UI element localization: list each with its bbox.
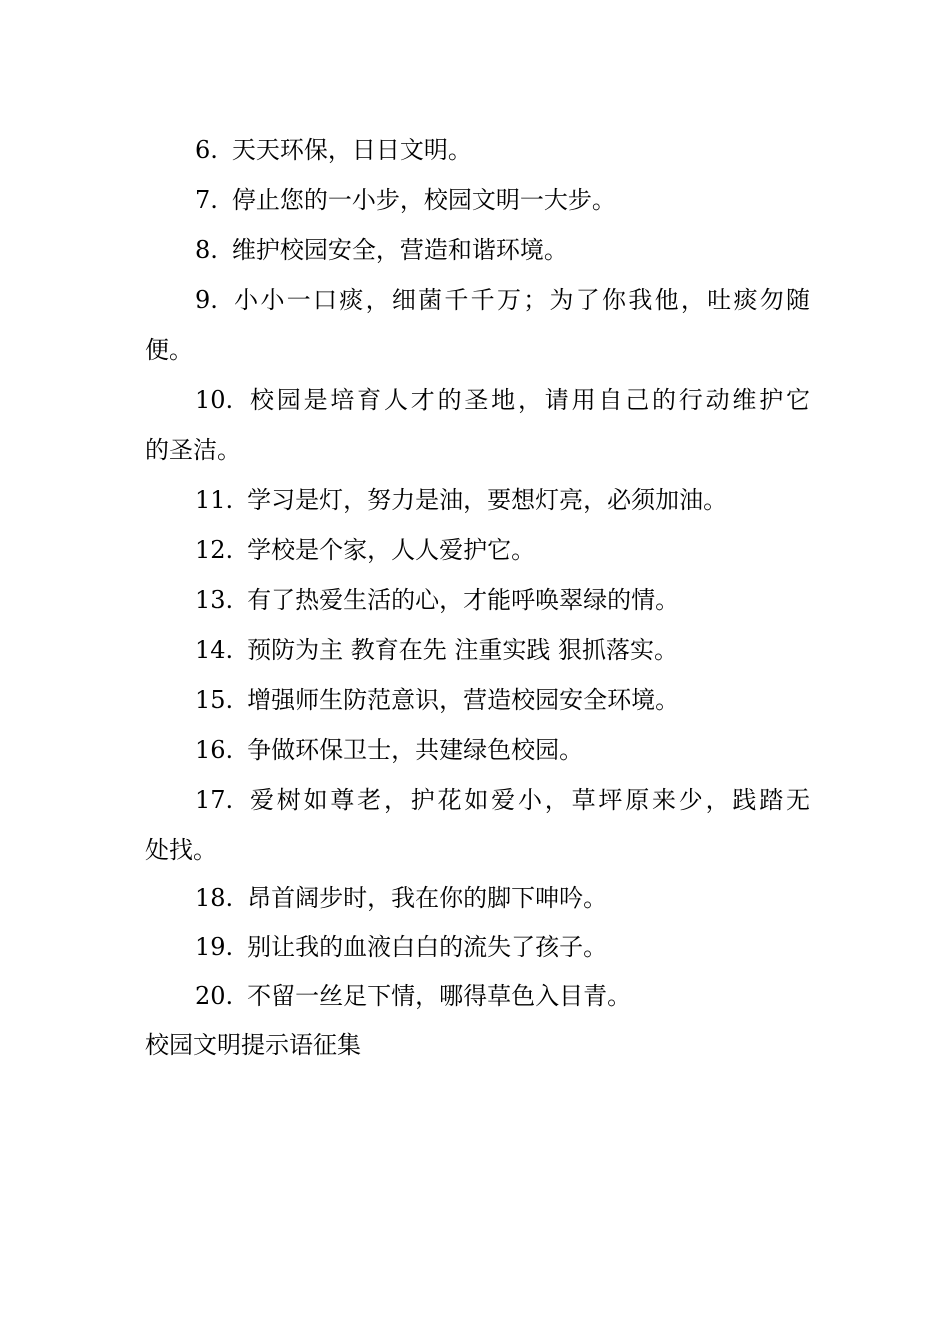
list-item <box>145 775 810 875</box>
item-number: 10. <box>195 386 234 414</box>
item-text: 小小一口痰，细菌千千万；为了你我他，吐痰勿随 <box>231 286 810 314</box>
list-item <box>145 625 810 675</box>
item-text: 增强师生防范意识，营造校园安全环境。 <box>247 686 680 714</box>
list-item <box>145 375 810 475</box>
item-text: 争做环保卫士，共建绿色校园。 <box>247 736 584 764</box>
list-item <box>145 275 810 375</box>
item-text: 学校是个家，人人爱护它。 <box>247 536 536 564</box>
item-number: 14. <box>195 636 234 664</box>
item-text: 维护校园安全，营造和谐环境。 <box>231 236 568 264</box>
item-number: 8. <box>195 236 218 264</box>
list-item <box>145 225 810 275</box>
item-text: 昂首阔步时，我在你的脚下呻吟。 <box>247 884 608 912</box>
item-number: 7. <box>195 186 218 214</box>
item-number: 6. <box>195 136 218 164</box>
item-text: 有了热爱生活的心，才能呼唤翠绿的情。 <box>247 586 680 614</box>
item-number: 18. <box>195 884 234 912</box>
item-number: 20. <box>195 982 234 1010</box>
list-item <box>145 575 810 625</box>
item-text: 天天环保，日日文明。 <box>231 136 472 164</box>
item-number: 19. <box>195 933 234 961</box>
item-number: 12. <box>195 536 234 564</box>
item-text-continued: 处找。 <box>145 836 217 864</box>
item-text: 校园是培育人才的圣地，请用自己的行动维护它 <box>247 386 810 414</box>
list-item <box>145 125 810 175</box>
item-number: 15. <box>195 686 234 714</box>
item-text-continued: 的圣洁。 <box>145 436 241 464</box>
item-text: 别让我的血液白白的流失了孩子。 <box>247 933 608 961</box>
item-number: 16. <box>195 736 234 764</box>
list-item <box>145 971 810 1021</box>
list-item <box>145 475 810 525</box>
list-item <box>145 922 810 972</box>
item-text: 学习是灯，努力是油，要想灯亮，必须加油。 <box>247 486 728 514</box>
item-number: 9. <box>195 286 218 314</box>
item-text: 爱树如尊老，护花如爱小，草坪原来少，践踏无 <box>247 786 810 814</box>
section-title: 校园文明提示语征集 <box>145 1031 361 1059</box>
item-text: 不留一丝足下情，哪得草色入目青。 <box>247 982 632 1010</box>
item-text: 预防为主 教育在先 注重实践 狠抓落实。 <box>247 636 679 664</box>
list-item <box>145 175 810 225</box>
item-text-continued: 便。 <box>145 336 193 364</box>
item-number: 17. <box>195 786 234 814</box>
list-item <box>145 525 810 575</box>
item-text: 停止您的一小步，校园文明一大步。 <box>231 186 616 214</box>
list-item <box>145 873 810 923</box>
item-number: 11. <box>195 486 234 514</box>
item-number: 13. <box>195 586 234 614</box>
list-item <box>145 725 810 775</box>
list-item <box>145 675 810 725</box>
